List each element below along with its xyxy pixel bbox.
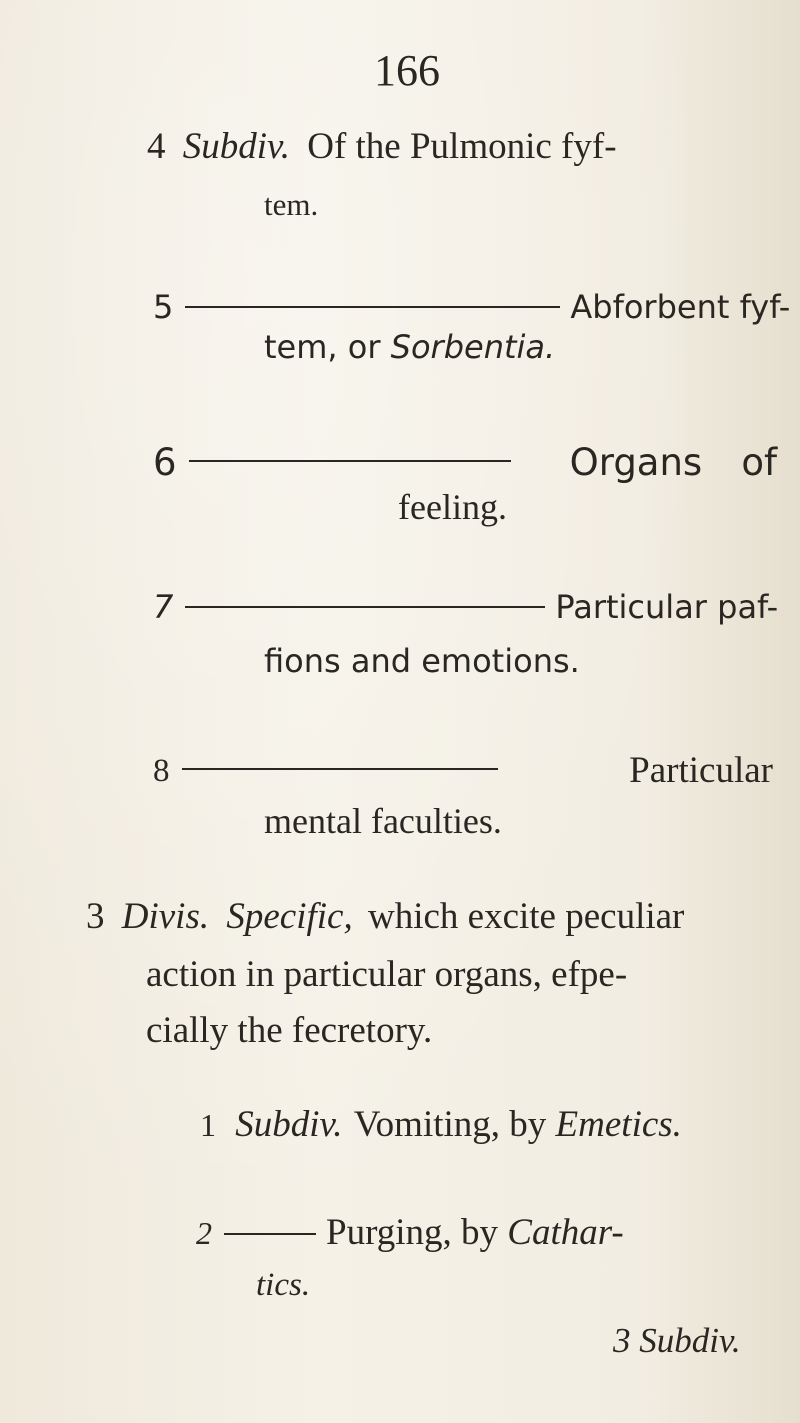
entry-italic-text: Sorbentia. — [390, 328, 556, 366]
subdiv-1-line1 — [200, 1102, 682, 1148]
entry-text: of — [741, 441, 777, 484]
entry-text: Purging, by — [326, 1212, 508, 1253]
entry-5-line2 — [264, 324, 555, 370]
ditto-dash — [189, 460, 511, 462]
division-3-line3: cially the fecretory. — [146, 1010, 433, 1051]
entry-2-line2: tics. — [256, 1267, 311, 1303]
entry-text: which excite peculiar — [367, 896, 685, 937]
entry-text: Particular paf- — [555, 588, 779, 626]
entry-number: 3 — [86, 896, 105, 937]
entry-text: Particular — [629, 750, 773, 791]
catchword: 3 Subdiv. — [613, 1321, 741, 1360]
entry-8-line1 — [153, 748, 773, 794]
entry-6-line2: feeling. — [398, 487, 507, 527]
entry-number: 6 — [153, 441, 177, 484]
ditto-dash — [185, 606, 545, 608]
division-label: Divis. — [121, 896, 210, 937]
entry-number: 4 — [147, 126, 166, 167]
entry-label: Subdiv. — [235, 1104, 343, 1145]
entry-text: Organs — [569, 441, 703, 484]
entry-number: 2 — [196, 1215, 212, 1251]
entry-7-line1 — [153, 584, 778, 630]
ditto-dash — [224, 1233, 316, 1235]
entry-7-line2: fions and emotions. — [264, 642, 580, 680]
entry-8-line2: mental faculties. — [264, 801, 502, 841]
entry-number: 7 — [153, 588, 174, 626]
entry-4-line1 — [147, 124, 617, 170]
entry-2-line1 — [196, 1210, 624, 1256]
entry-number: 8 — [153, 753, 170, 789]
entry-text: tem, or — [264, 328, 391, 366]
division-title: Specific, — [226, 896, 353, 937]
ditto-dash — [185, 306, 560, 308]
entry-6-line1 — [153, 440, 777, 486]
entry-number: 1 — [200, 1107, 216, 1143]
entry-italic-text: Cathar- — [507, 1212, 624, 1253]
entry-italic-text: Emetics. — [555, 1104, 682, 1145]
page-number: 166 — [374, 46, 440, 95]
entry-text: Vomiting, by — [353, 1104, 556, 1145]
division-3-line2: action in particular organs, efpe- — [146, 954, 628, 995]
entry-4-line2: tem. — [264, 187, 319, 222]
entry-text: Of the Pulmonic fyf- — [307, 126, 617, 167]
ditto-dash — [182, 768, 498, 770]
entry-number: 5 — [153, 288, 174, 326]
entry-label: Subdiv. — [182, 126, 290, 167]
entry-text: Abforbent fyf- — [570, 288, 791, 326]
division-3-line1 — [86, 894, 684, 940]
